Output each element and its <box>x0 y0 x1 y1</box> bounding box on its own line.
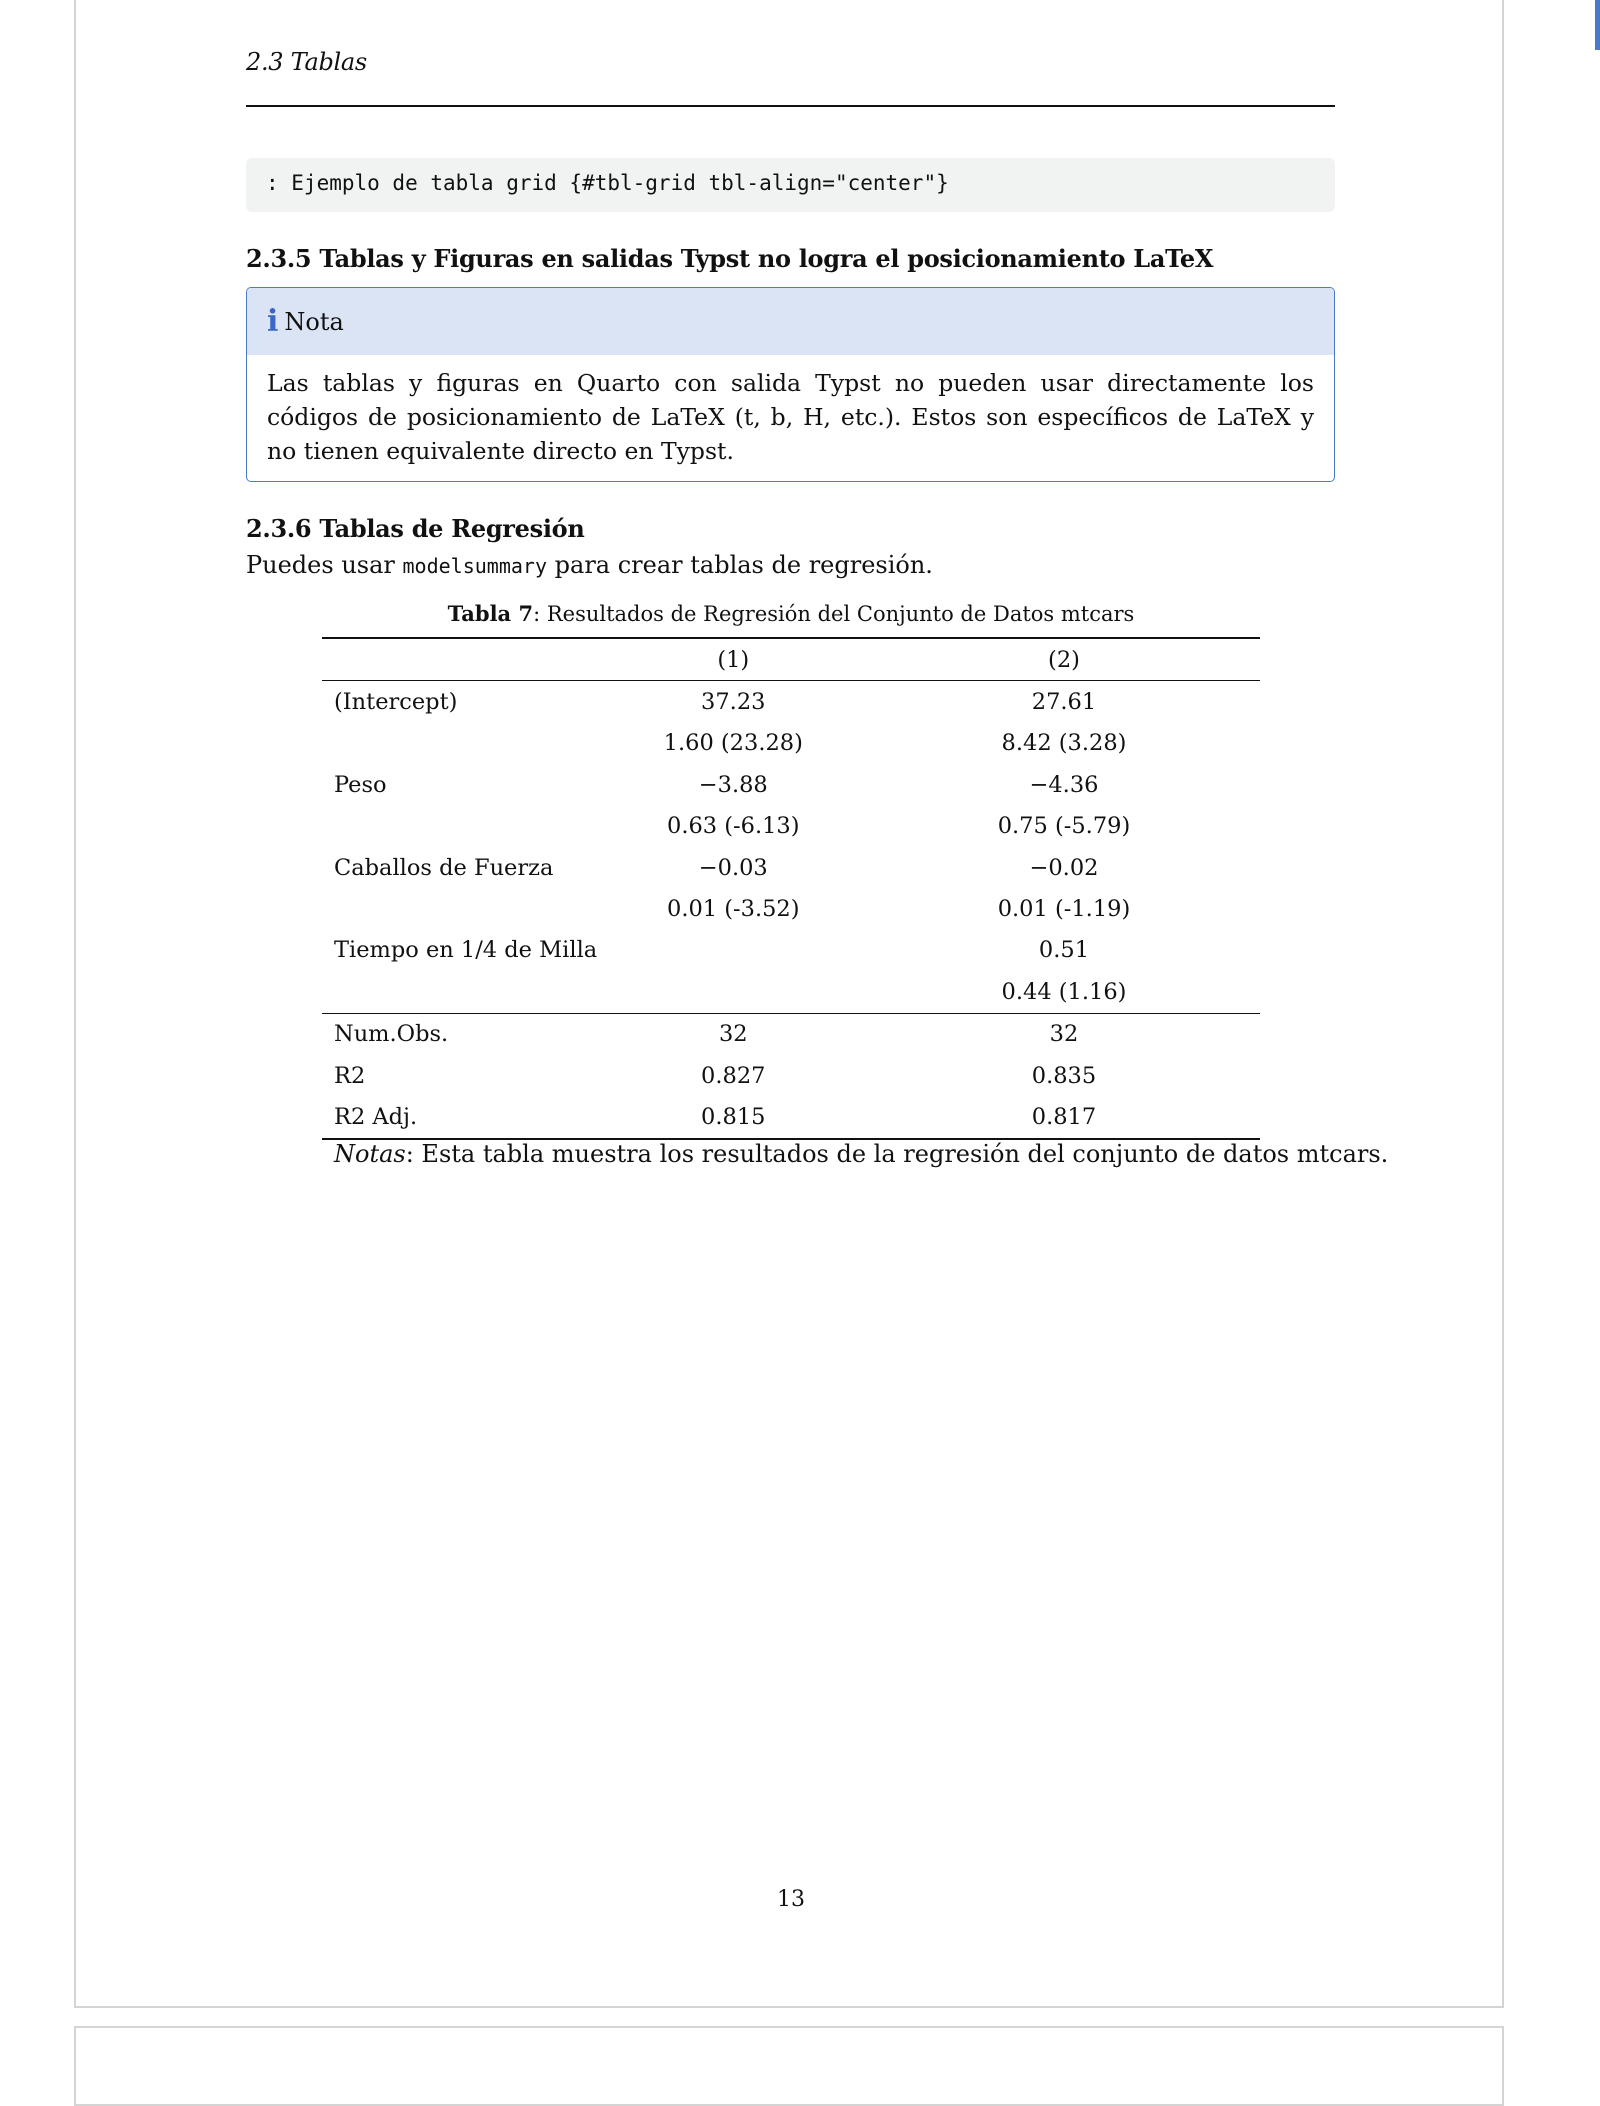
table-cell: 0.835 <box>1031 1062 1097 1089</box>
table-row <box>322 1055 1260 1096</box>
table-cell: (1) <box>599 638 868 681</box>
table-caption-text: : Resultados de Regresión del Conjunto de Datos mtcars <box>533 602 1135 626</box>
table-caption-label: Tabla 7 <box>447 601 534 626</box>
table-row <box>322 764 1260 805</box>
table-cell: 32 <box>868 1013 1260 1055</box>
header-rule <box>246 105 1335 107</box>
row-label: Num.Obs. <box>322 1013 599 1055</box>
table-cell: 0.01 (-1.19) <box>997 896 1131 923</box>
table-cell: 0.827 <box>701 1062 766 1089</box>
table-cell: −0.03 <box>698 854 768 881</box>
table-row <box>322 723 1260 764</box>
callout-header <box>247 288 1334 355</box>
scrollbar-thumb[interactable] <box>1595 0 1600 50</box>
table-row <box>322 806 1260 847</box>
row-label: Tiempo en 1/4 de Milla <box>334 937 598 964</box>
paragraph-text-before: Puedes usar <box>246 551 403 579</box>
table-header-row <box>322 638 1260 681</box>
table-row <box>322 1096 1260 1138</box>
row-label <box>322 888 599 929</box>
table-notes <box>334 1140 1388 1168</box>
table-cell: −4.36 <box>1029 771 1099 798</box>
note-callout <box>246 287 1335 482</box>
table-row <box>322 930 1260 971</box>
table-cell: −3.88 <box>698 771 768 798</box>
table-cell: 27.61 <box>1031 689 1097 716</box>
row-label: (Intercept) <box>334 689 458 716</box>
table-row <box>322 1013 1260 1055</box>
table-cell: 0.815 <box>599 1096 868 1138</box>
table-cell: 1.60 (23.28) <box>663 730 803 757</box>
paragraph <box>246 551 933 579</box>
table-notes-label: Notas <box>334 1140 406 1168</box>
row-label <box>322 806 599 847</box>
code-block: : Ejemplo de tabla grid {#tbl-grid tbl-align="center"} <box>246 158 1335 212</box>
info-icon: i <box>267 303 279 339</box>
table-cell: −0.02 <box>1029 854 1099 881</box>
row-label: Caballos de Fuerza <box>334 854 554 881</box>
row-label <box>322 638 599 681</box>
table-caption <box>322 601 1260 626</box>
table-cell: 0.44 (1.16) <box>1001 978 1127 1005</box>
page-number: 13 <box>777 1887 805 1912</box>
paragraph-text-after: para crear tablas de regresión. <box>547 551 933 579</box>
running-header: 2.3 Tablas <box>246 48 367 76</box>
table-cell: 0.817 <box>868 1096 1260 1138</box>
table-cell <box>599 971 868 1013</box>
table-cell: (2) <box>868 638 1260 681</box>
table-row <box>322 971 1260 1013</box>
row-label: R2 Adj. <box>322 1096 599 1138</box>
table-row <box>322 847 1260 888</box>
next-page <box>74 2026 1504 2106</box>
table-cell: 32 <box>599 1013 868 1055</box>
table-cell: 0.01 (-3.52) <box>667 896 800 923</box>
table-cell: 0.51 <box>1038 937 1090 964</box>
table-cell <box>599 930 868 971</box>
row-label <box>322 723 599 764</box>
regression-table <box>322 637 1260 1140</box>
table-row <box>322 888 1260 929</box>
section-heading-2-3-5: 2.3.5 Tablas y Figuras en salidas Typst no logra el posicionamiento LaTeX <box>246 244 1214 273</box>
callout-title: Nota <box>284 307 344 336</box>
row-label: Peso <box>334 771 387 798</box>
table-cell: 0.63 (-6.13) <box>667 813 800 840</box>
table-cell: 0.75 (-5.79) <box>997 813 1131 840</box>
inline-code: modelsummary <box>402 554 548 578</box>
table-cell: 8.42 (3.28) <box>1001 730 1127 757</box>
table-notes-text: : Esta tabla muestra los resultados de la regresión del conjunto de datos mtcars. <box>405 1140 1389 1168</box>
section-heading-2-3-6: 2.3.6 Tablas de Regresión <box>246 514 585 543</box>
row-label <box>322 971 599 1013</box>
table-cell: 37.23 <box>701 689 766 716</box>
callout-body: Las tablas y figuras en Quarto con salida Typst no pueden usar directamente los códigos de posicionamiento de LaTeX (t, b, H, etc.). Estos son específicos de LaTeX y no tienen equivalente directo en Typst. <box>267 369 1314 465</box>
table-row <box>322 681 1260 723</box>
row-label: R2 <box>334 1062 366 1089</box>
